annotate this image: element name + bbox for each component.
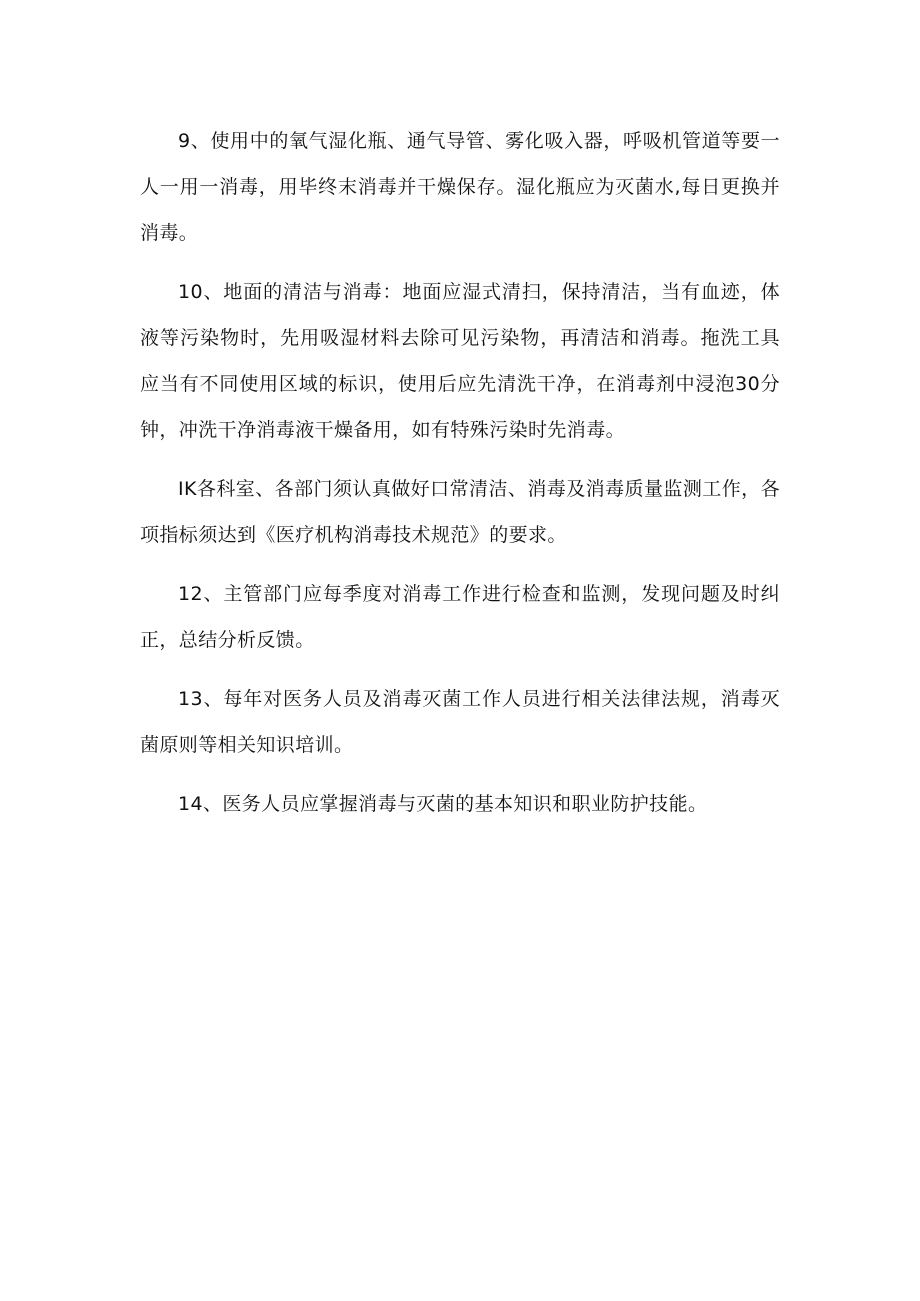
document-body xyxy=(140,118,780,840)
paragraph-item-13: 13、每年对医务人员及消毒灭菌工作人员进行相关法律法规，消毒灭菌原则等相关知识培训。 xyxy=(140,688,780,756)
paragraph-item-14: 14、医务人员应掌握消毒与灭菌的基本知识和职业防护技能。 xyxy=(178,793,708,815)
paragraph-item-11: IK各科室、各部门须认真做好口常清洁、消毒及消毒质量监测工作，各项指标须达到《医疗机构消毒技术规范》的要求。 xyxy=(140,478,780,546)
paragraph-item-10: 10、地面的清洁与消毒：地面应湿式清扫，保持清洁，当有血迹，体液等污染物时，先用吸湿材料去除可见污染物，再清洁和消毒。拖洗工具应当有不同使用区域的标识，使用后应先清洗干净，在消毒剂中浸泡30分钟，冲洗干净消毒液干燥备用，如有特殊污染时先消毒。 xyxy=(140,281,780,441)
paragraph-item-12: 12、主管部门应每季度对消毒工作进行检查和监测，发现问题及时纠正，总结分析反馈。 xyxy=(140,583,780,651)
paragraph-item-9: 9、使用中的氧气湿化瓶、通气导管、雾化吸入器，呼吸机管道等要一人一用一消毒，用毕终末消毒并干燥保存。湿化瓶应为灭菌水,每日更换并消毒。 xyxy=(140,130,780,244)
